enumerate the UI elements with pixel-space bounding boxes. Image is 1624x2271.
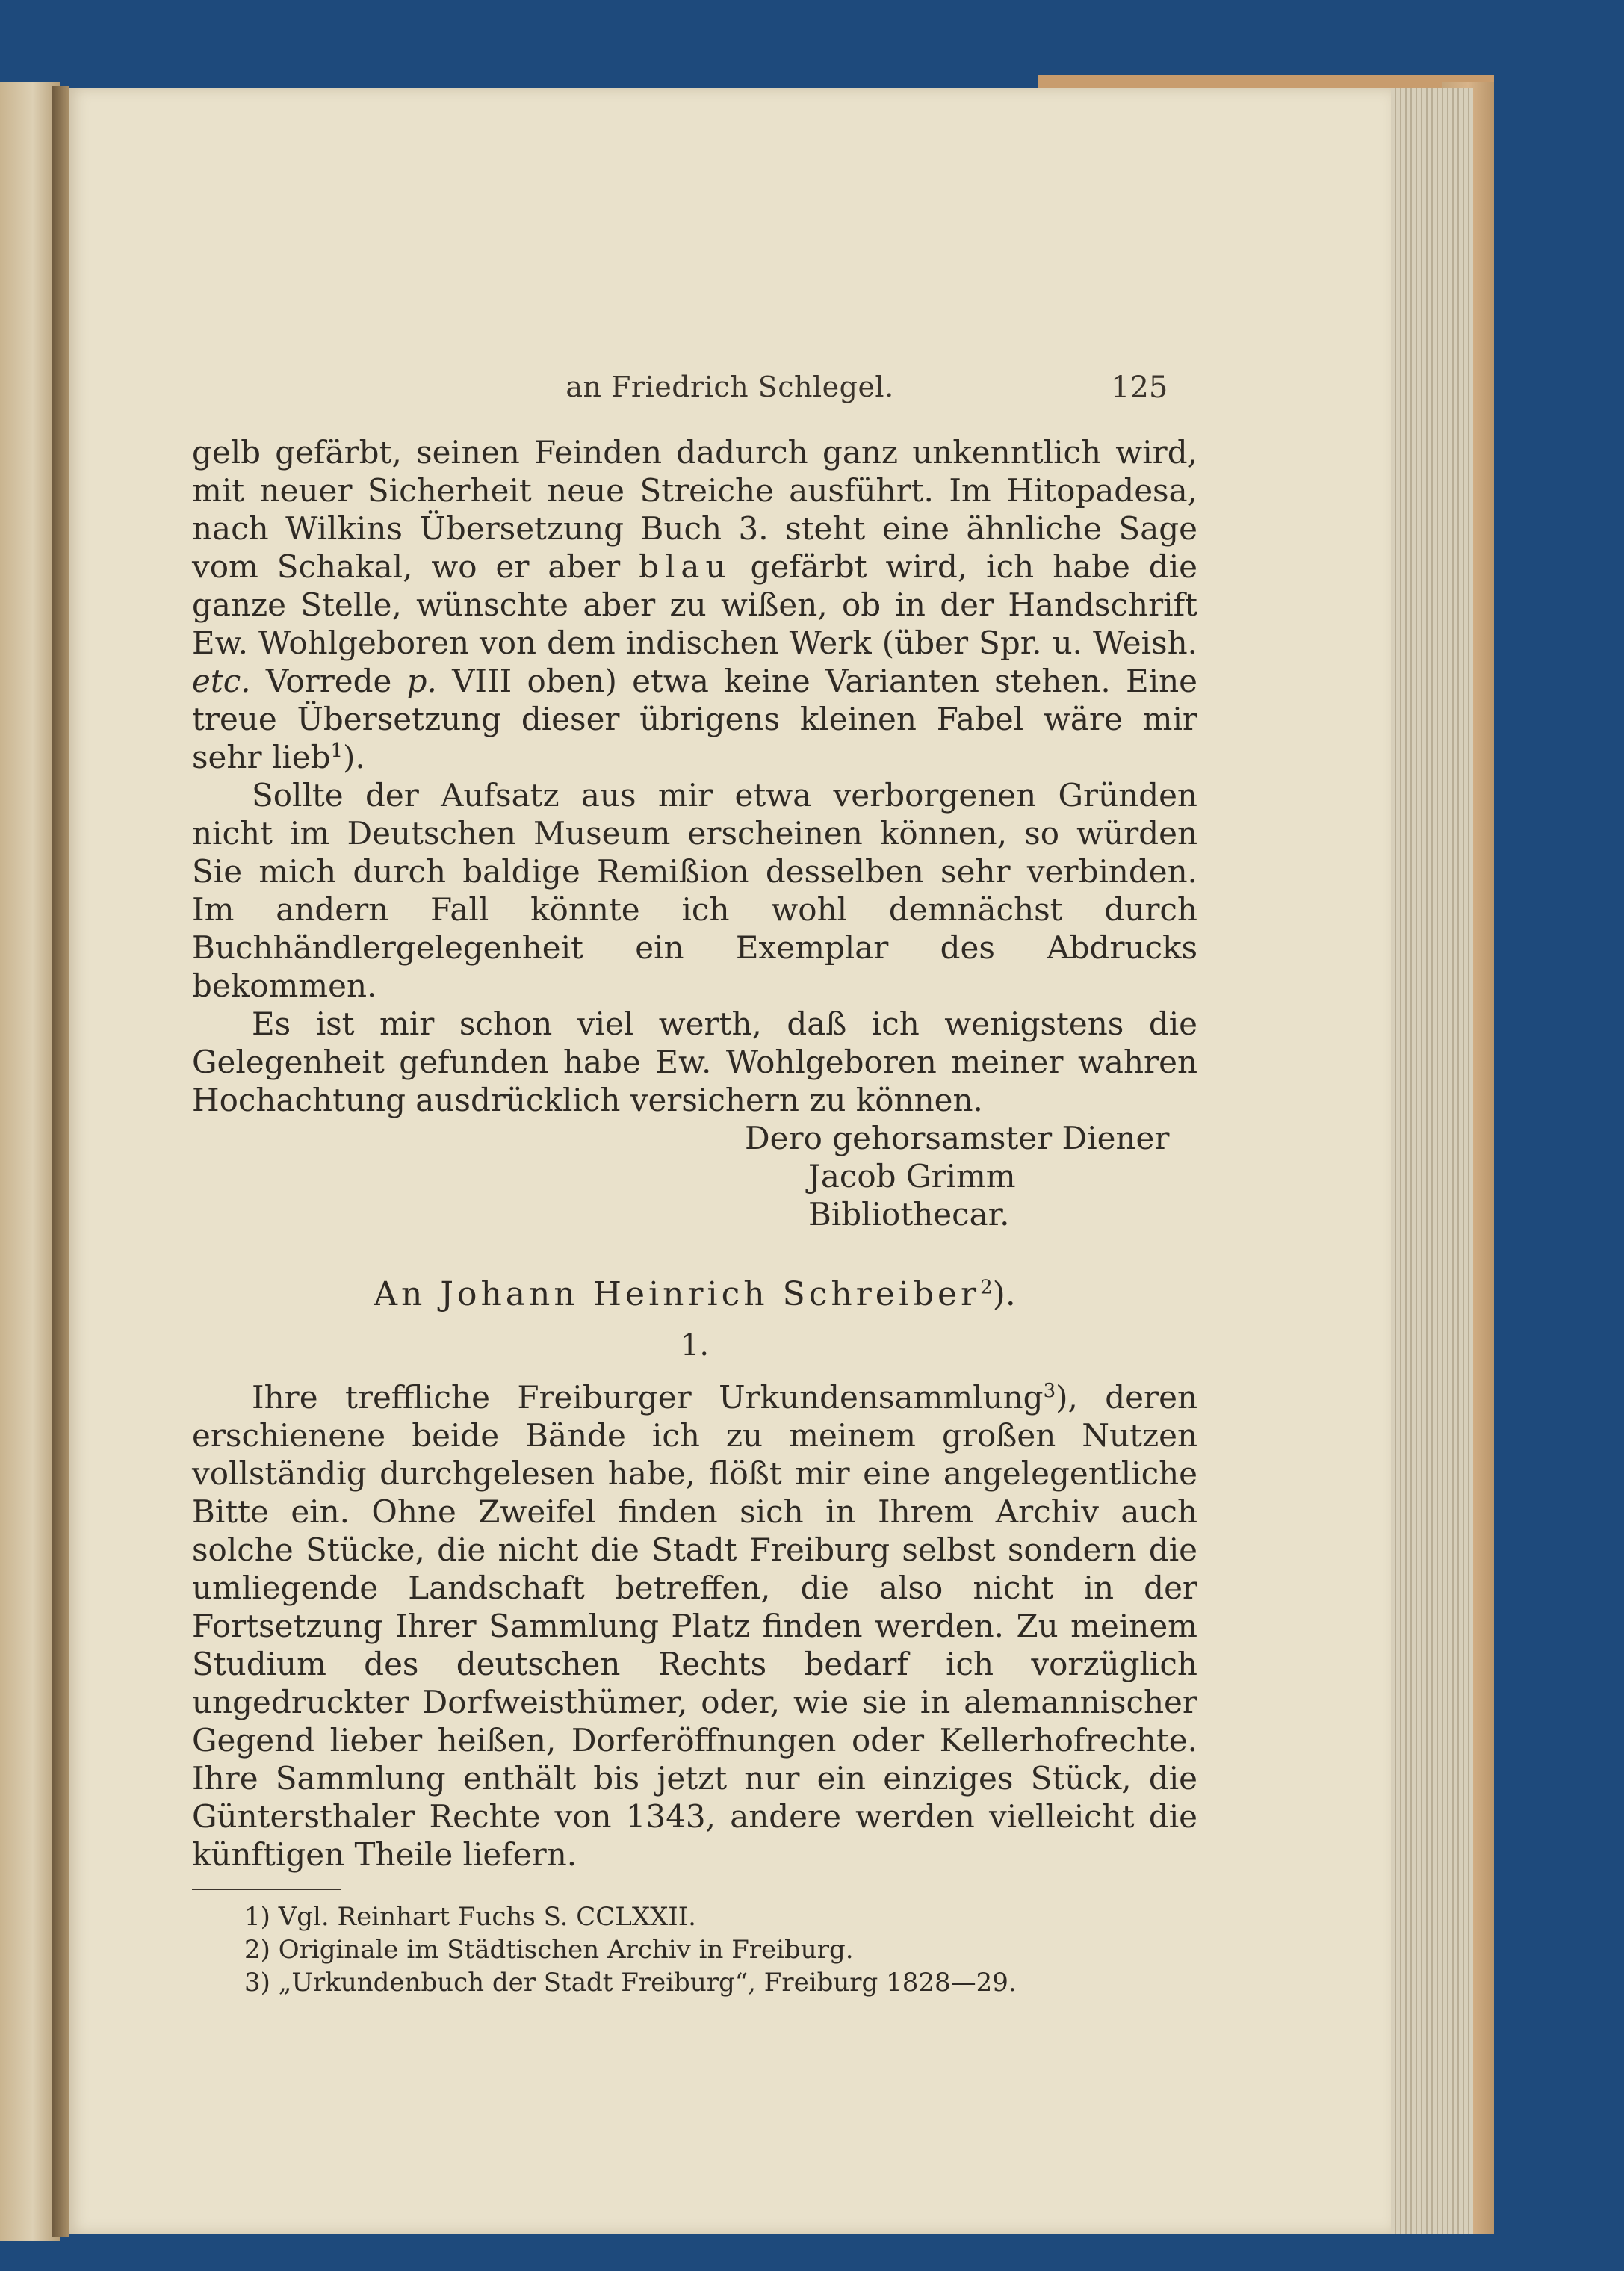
footnote-ref-1[interactable]: 1 [330, 740, 344, 762]
paragraph-1-text-a: gelb gefärbt, seinen Feinden dadurch ganz unkenntlich wird, mit neuer Sicherheit neue Streiche ausführt. Im Hitopadesa, nach Wilkins Übersetzung Buch 3. steht eine ähnliche Sage vom Schakal, wo er aber [192, 434, 1197, 585]
paragraph-1-text-d: VIII oben) etwa keine Varianten stehen. Eine treue Übersetzung dieser übrigens kleinen Fabel wäre mir sehr lieb [192, 663, 1197, 775]
closing-line-3: Bibliothecar. [808, 1196, 1010, 1233]
book-gutter [52, 86, 69, 2237]
closing-line-1: Dero gehorsamster Diener [745, 1120, 1170, 1156]
page-text [192, 433, 1197, 1999]
closing-signature [745, 1119, 1197, 1233]
paragraph-1-text-c: Vorrede [250, 663, 407, 699]
letter-heading-tail: ). [992, 1275, 1016, 1313]
footnote-2: 2) Originale im Städtischen Archiv in Freiburg. [244, 1935, 854, 1965]
italic-p: p. [406, 663, 437, 699]
footnote-3: 3) „Urkundenbuch der Stadt Freiburg“, Freiburg 1828—29. [244, 1968, 1017, 1998]
footnote-ref-2[interactable]: 2 [980, 1276, 993, 1299]
letter-number: 1. [680, 1328, 710, 1363]
italic-etc: etc. [192, 663, 251, 699]
left-page-edge [0, 82, 60, 2241]
letter-heading [192, 1275, 1197, 1313]
emphasized-word-blau: blau [639, 548, 732, 585]
paragraph-2: Sollte der Aufsatz aus mir etwa verborgenen Gründen nicht im Deutschen Museum erscheinen können, so würden Sie mich durch baldige Remißion desselben sehr verbinden. Im andern Fall könnte ich wohl demnächst durch Buchhändlergelegenheit ein Exemplar des Abdrucks bekommen. [192, 777, 1197, 1004]
letter-body-text-b: ), deren erschienene beide Bände ich zu meinem großen Nutzen vollständig durchgelesen habe, flößt mir eine angelegentliche Bitte ein. Ohne Zweifel finden sich in Ihrem Archiv auch solche Stücke, die nicht die Stadt Freiburg selbst sondern die umliegende Landschaft betreffen, die also nicht in der Fortsetzung Ihrer Sammlung Platz finden werden. Zu meinem Studium des deutschen Rechts bedarf ich vorzüglich ungedruckter Dorfweisthümer, oder, wie sie in alemannischer Gegend lieber heißen, Dorferöffnungen oder Kellerhofrechte. Ihre Sammlung enthält bis jetzt nur ein einziges Stück, die Güntersthaler Rechte von 1343, andere werden vielleicht die künftigen Theile liefern. [192, 1379, 1197, 1873]
letter-body-text-a: Ihre treffliche Freiburger Urkundensammlung [252, 1379, 1044, 1416]
letter-body [192, 1378, 1197, 1874]
paragraph-3: Es ist mir schon viel werth, daß ich wenigstens die Gelegenheit gefunden habe Ew. Wohlgeboren meiner wahren Hochachtung ausdrücklich versichern zu können. [192, 1006, 1197, 1118]
footnote-divider [192, 1889, 341, 1890]
closing-line-2: Jacob Grimm [808, 1158, 1016, 1195]
paragraph-1-text-e: ). [343, 739, 365, 775]
footnotes [244, 1900, 1197, 1999]
letter-heading-text: An Johann Heinrich Schreiber [374, 1275, 981, 1313]
page-header [69, 371, 1391, 415]
footnote-1: 1) Vgl. Reinhart Fuchs S. CCLXXII. [244, 1902, 696, 1932]
page-number: 125 [1111, 371, 1168, 405]
running-title: an Friedrich Schlegel. [565, 371, 894, 403]
paragraph-1 [192, 433, 1197, 776]
book-page [69, 88, 1391, 2234]
footnote-ref-3[interactable]: 3 [1043, 1380, 1056, 1402]
page-block-edges [1391, 88, 1473, 2234]
paragraph-1-text-b: gefärbt wird, ich habe die ganze Stelle, wünschte aber zu wißen, ob in der Handschrift Ew. Wohlgeboren von dem indischen Werk (über Spr. u. Weish. [192, 548, 1197, 661]
